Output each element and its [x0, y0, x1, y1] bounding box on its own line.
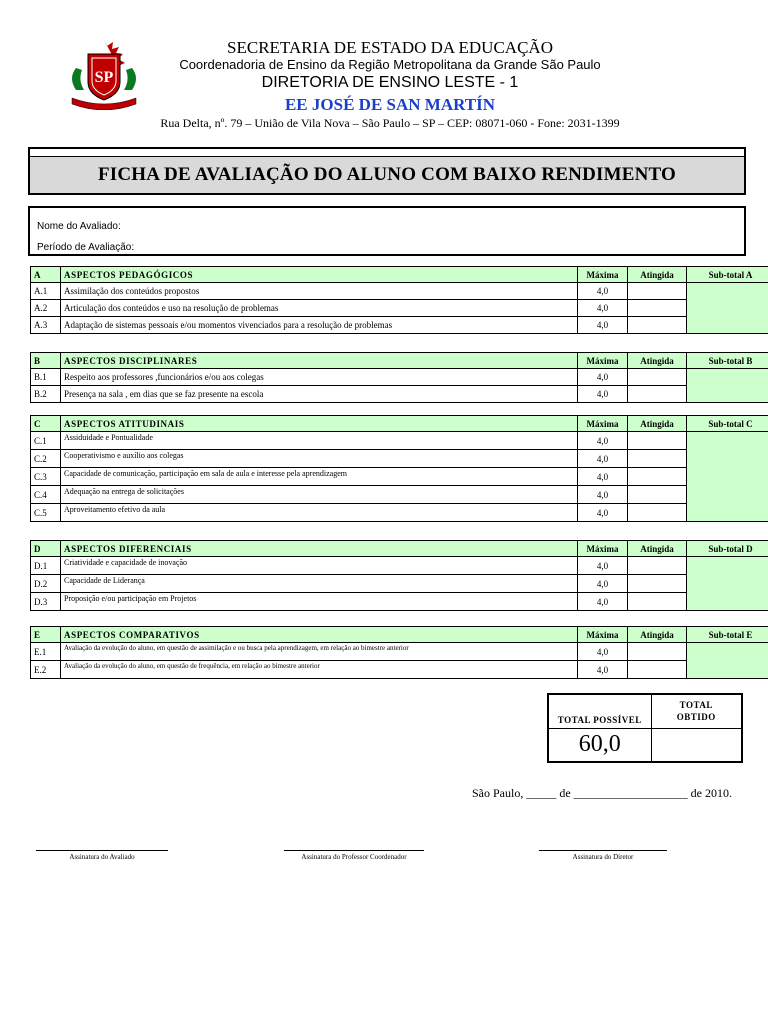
total-possible-label: TOTAL POSSÍVEL [548, 694, 651, 728]
total-obtained-cell[interactable] [651, 728, 742, 762]
item-score-cell[interactable] [628, 386, 687, 403]
table-row [31, 504, 768, 522]
item-score-cell[interactable] [628, 283, 687, 300]
item-max: 4,0 [578, 593, 628, 611]
signature-evaluated [36, 850, 168, 861]
max-header: Máxima [578, 416, 628, 432]
item-max: 4,0 [578, 386, 628, 403]
table-row [31, 575, 768, 593]
logo-letters: SP [94, 69, 114, 86]
totals-table [547, 693, 743, 763]
section-e-table [30, 626, 768, 679]
table-row [31, 369, 768, 386]
item-desc: Adaptação de sistemas pessoais e/ou momentos vivenciados para a resolução de problemas [61, 317, 578, 334]
item-desc: Proposição e/ou participação em Projetos [61, 593, 578, 611]
item-score-cell[interactable] [628, 317, 687, 334]
subtotal-cell[interactable] [687, 283, 768, 334]
item-score-cell[interactable] [628, 369, 687, 386]
subtotal-header: Sub-total B [687, 353, 768, 369]
item-score-cell[interactable] [628, 300, 687, 317]
item-desc: Capacidade de comunicação, participação em sala de aula e interesse pela aprendizagem [61, 468, 578, 486]
item-code: C.2 [31, 450, 61, 468]
section-title: ASPECTOS DISCIPLINARES [61, 353, 578, 369]
item-max: 4,0 [578, 661, 628, 679]
item-max: 4,0 [578, 283, 628, 300]
table-row [31, 386, 768, 403]
item-desc: Articulação dos conteúdos e uso na resolução de problemas [61, 300, 578, 317]
section-title: ASPECTOS DIFERENCIAIS [61, 541, 578, 557]
item-code: D.3 [31, 593, 61, 611]
item-score-cell[interactable] [628, 661, 687, 679]
item-code: A.3 [31, 317, 61, 334]
item-desc: Aproveitamento efetivo da aula [61, 504, 578, 522]
item-desc: Assiduidade e Pontualidade [61, 432, 578, 450]
subtotal-cell[interactable] [687, 557, 768, 611]
item-score-cell[interactable] [628, 557, 687, 575]
item-desc: Adequação na entrega de solicitações [61, 486, 578, 504]
total-obtained-label-line1: TOTAL [679, 700, 713, 711]
section-title: ASPECTOS PEDAGÓGICOS [61, 267, 578, 283]
student-info-box [28, 206, 746, 256]
signature-label: Assinatura do Avaliado [69, 853, 135, 861]
table-row [31, 450, 768, 468]
section-title: ASPECTOS ATITUDINAIS [61, 416, 578, 432]
item-desc: Cooperativismo e auxílio aos colegas [61, 450, 578, 468]
table-row [31, 593, 768, 611]
section-d-table [30, 540, 768, 611]
subtotal-header: Sub-total D [687, 541, 768, 557]
att-header: Atingida [628, 267, 687, 283]
subtotal-cell[interactable] [687, 643, 768, 679]
item-code: B.1 [31, 369, 61, 386]
header-address: Rua Delta, nº. 79 – União de Vila Nova – São Paulo – SP – CEP: 08071-060 - Fone: 2031-1399 [160, 116, 620, 130]
item-code: E.1 [31, 643, 61, 661]
item-max: 4,0 [578, 468, 628, 486]
att-header: Atingida [628, 353, 687, 369]
att-header: Atingida [628, 541, 687, 557]
name-label: Nome do Avaliado: [37, 221, 121, 232]
header-secretaria: SECRETARIA DE ESTADO DA EDUCAÇÃO [227, 38, 553, 57]
att-header: Atingida [628, 416, 687, 432]
table-row [31, 300, 768, 317]
signature-director [539, 850, 667, 861]
item-code: A.1 [31, 283, 61, 300]
total-possible-value: 60,0 [548, 728, 651, 762]
subtotal-header: Sub-total E [687, 627, 768, 643]
item-max: 4,0 [578, 432, 628, 450]
table-row [31, 317, 768, 334]
period-label: Período de Avaliação: [37, 242, 135, 253]
item-max: 4,0 [578, 557, 628, 575]
item-score-cell[interactable] [628, 643, 687, 661]
section-code: A [31, 267, 61, 283]
signature-line [539, 850, 667, 851]
item-desc: Assimilação dos conteúdos propostos [61, 283, 578, 300]
table-row [31, 432, 768, 450]
subtotal-cell[interactable] [687, 432, 768, 522]
item-score-cell[interactable] [628, 486, 687, 504]
item-code: C.4 [31, 486, 61, 504]
signature-label: Assinatura do Professor Coordenador [301, 853, 407, 861]
item-code: C.5 [31, 504, 61, 522]
item-max: 4,0 [578, 317, 628, 334]
item-score-cell[interactable] [628, 468, 687, 486]
item-code: C.3 [31, 468, 61, 486]
section-code: E [31, 627, 61, 643]
table-row [31, 283, 768, 300]
section-title: ASPECTOS COMPARATIVOS [61, 627, 578, 643]
table-row [31, 643, 768, 661]
item-max: 4,0 [578, 486, 628, 504]
att-header: Atingida [628, 627, 687, 643]
form-title-box [28, 147, 746, 195]
section-a-table [30, 266, 768, 334]
subtotal-header: Sub-total C [687, 416, 768, 432]
total-obtained-label-line2: OBTIDO [676, 712, 716, 723]
header-diretoria: DIRETORIA DE ENSINO LESTE - 1 [261, 74, 519, 91]
item-desc: Avaliação da evolução do aluno, em questão de frequência, em relação ao bimestre anterior [61, 661, 578, 679]
item-code: A.2 [31, 300, 61, 317]
item-max: 4,0 [578, 504, 628, 522]
header-coordenadoria: Coordenadoria de Ensino da Região Metropolitana da Grande São Paulo [179, 57, 601, 72]
table-row [31, 557, 768, 575]
section-code: C [31, 416, 61, 432]
item-score-cell[interactable] [628, 450, 687, 468]
item-max: 4,0 [578, 450, 628, 468]
max-header: Máxima [578, 353, 628, 369]
signature-line [36, 850, 168, 851]
signature-line [284, 850, 424, 851]
table-row [31, 468, 768, 486]
item-desc: Capacidade de Liderança [61, 575, 578, 593]
subtotal-cell[interactable] [687, 369, 768, 403]
max-header: Máxima [578, 627, 628, 643]
section-code: D [31, 541, 61, 557]
table-row [31, 661, 768, 679]
item-score-cell[interactable] [628, 575, 687, 593]
item-max: 4,0 [578, 643, 628, 661]
item-desc: Respeito aos professores ,funcionários e/ou aos colegas [61, 369, 578, 386]
total-obtained-label [651, 694, 742, 728]
item-desc: Avaliação da evolução do aluno, em questão de assimilação e ou busca pela aprendizagem, em relação ao bimestre anterior [61, 643, 578, 661]
max-header: Máxima [578, 267, 628, 283]
signature-coordinator [284, 850, 424, 861]
item-code: D.1 [31, 557, 61, 575]
max-header: Máxima [578, 541, 628, 557]
form-title: FICHA DE AVALIAÇÃO DO ALUNO COM BAIXO RENDIMENTO [30, 156, 744, 193]
section-b-table [30, 352, 768, 403]
item-max: 4,0 [578, 575, 628, 593]
section-code: B [31, 353, 61, 369]
item-score-cell[interactable] [628, 593, 687, 611]
item-max: 4,0 [578, 300, 628, 317]
section-c-table [30, 415, 768, 522]
item-desc: Criatividade e capacidade de inovação [61, 557, 578, 575]
item-desc: Presença na sala , em dias que se faz presente na escola [61, 386, 578, 403]
item-score-cell[interactable] [628, 432, 687, 450]
item-code: D.2 [31, 575, 61, 593]
item-max: 4,0 [578, 369, 628, 386]
date-line: São Paulo, _____ de ___________________ de 2010. [472, 786, 732, 800]
item-score-cell[interactable] [628, 504, 687, 522]
signature-label: Assinatura do Diretor [572, 853, 634, 861]
table-row [31, 486, 768, 504]
item-code: C.1 [31, 432, 61, 450]
item-code: B.2 [31, 386, 61, 403]
item-code: E.2 [31, 661, 61, 679]
header-school-name: EE JOSÉ DE SAN MARTÍN [284, 95, 496, 114]
subtotal-header: Sub-total A [687, 267, 768, 283]
